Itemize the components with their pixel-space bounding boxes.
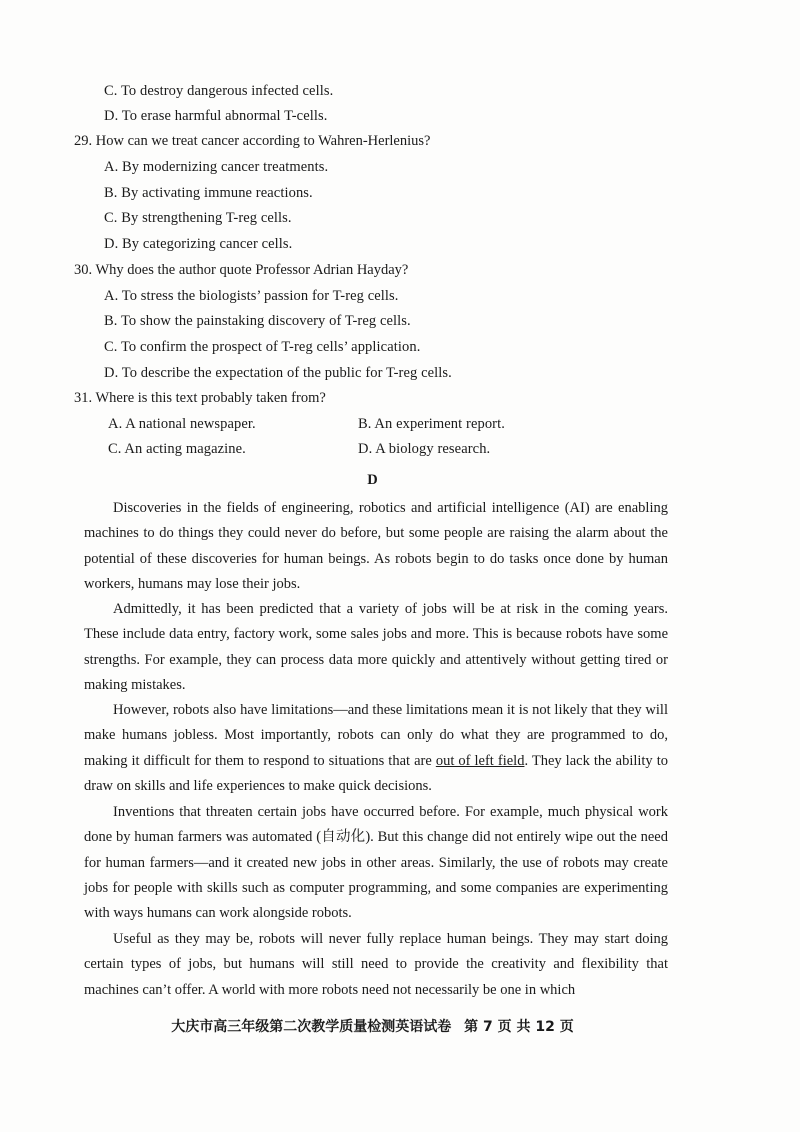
q31-option-d: D. A biology research.: [358, 441, 491, 457]
q29-option-b: B. By activating immune reactions.: [104, 185, 313, 201]
q31-option-c: C. An acting magazine.: [108, 441, 246, 457]
q30-option-c: C. To confirm the prospect of T-reg cells’ application.: [104, 339, 421, 355]
q30-option-a: A. To stress the biologists’ passion for T-reg cells.: [104, 288, 399, 304]
paragraph-3-text-start: However, robots also have limitations—and these limitations mean it is not likely that they will make humans jobless. Most importantly, robots can only do what they are programmed to do, making it difficult for them to respond to situations that are: [84, 702, 668, 769]
passage-paragraph-1: Discoveries in the fields of engineering, robotics and artificial intelligence (AI) are enabling machines to do things they could never do before, but some people are raising the alarm about the potential of these discoveries for human beings. As robots begin to do tasks once done by human workers, humans may lose their jobs.: [84, 500, 668, 592]
q30-stem: 30. Why does the author quote Professor Adrian Hayday?: [74, 262, 409, 278]
passage-paragraph-3: [84, 698, 668, 799]
q29-option-c: C. By strengthening T-reg cells.: [104, 210, 292, 226]
q29-option-a: A. By modernizing cancer treatments.: [104, 159, 329, 175]
passage-paragraph-2: Admittedly, it has been predicted that a variety of jobs will be at risk in the coming years. These include data entry, factory work, some sales jobs and more. This is because robots have some strengths. For example, they can process data more quickly and attentively without getting tired or making mistakes.: [84, 601, 668, 693]
q30-option-b: B. To show the painstaking discovery of T-reg cells.: [104, 313, 411, 329]
q28-option-c: C. To destroy dangerous infected cells.: [104, 83, 334, 99]
passage-paragraph-5: Useful as they may be, robots will never fully replace human beings. They may start doing certain types of jobs, but humans will still need to provide the creativity and flexibility that machines can’t offer. A world with more robots need not necessarily be one in which: [84, 931, 668, 998]
q29-option-d: D. By categorizing cancer cells.: [104, 236, 293, 252]
q31-option-b: B. An experiment report.: [358, 416, 505, 432]
footer-page-number: 第 7 页 共 12 页: [464, 1019, 574, 1035]
q30-option-d: D. To describe the expectation of the public for T-reg cells.: [104, 365, 452, 381]
section-heading: D: [367, 472, 378, 488]
q29-stem: 29. How can we treat cancer according to Wahren-Herlenius?: [74, 133, 431, 149]
q31-stem: 31. Where is this text probably taken from?: [74, 390, 326, 406]
footer-exam-title: 大庆市高三年级第二次教学质量检测英语试卷: [171, 1019, 452, 1035]
paragraph-3-text-end: . They lack the ability to draw on skills and life experiences to make quick decisions.: [84, 752, 668, 794]
passage-paragraph-4: Inventions that threaten certain jobs have occurred before. For example, much physical work done by human farmers was automated (自动化). But this change did not entirely wipe out the need for human farmers—and it created new jobs in other areas. Similarly, the use of robots may create jobs for people with skills such as computer programming, and some companies are experimenting with ways humans can work alongside robots.: [84, 804, 668, 922]
q31-option-a: A. A national newspaper.: [108, 416, 256, 432]
underlined-phrase: out of left field: [435, 752, 525, 769]
page-footer: [0, 1016, 745, 1036]
q28-option-d: D. To erase harmful abnormal T-cells.: [104, 108, 328, 124]
